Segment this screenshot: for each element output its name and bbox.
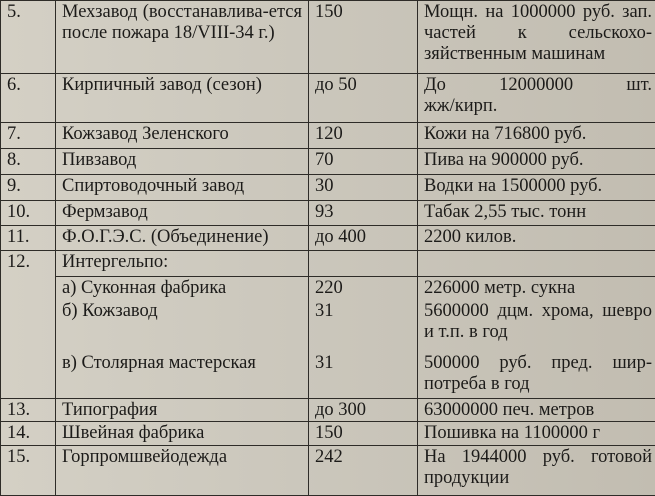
enterprise-name: Интергельпо: [56,251,309,276]
enterprise-name: б) Кожзавод [56,300,309,348]
row-number: 9. [1,175,56,201]
row-number [1,349,56,399]
table-row [1,74,655,122]
production-output: 226000 метр. сукна [418,276,655,300]
table-row [1,122,655,148]
enterprise-name: Фермзавод [56,201,309,226]
production-output: 2200 килов. [418,226,655,251]
worker-count [309,251,418,276]
enterprise-name: Швейная фабрика [56,422,309,445]
row-number: 14. [1,422,56,445]
row-number: 13. [1,399,56,422]
row-number: 11. [1,226,56,251]
worker-count: 150 [309,1,418,74]
enterprise-name: Ф.О.Г.Э.С. (Объединение) [56,226,309,251]
table-row [1,201,655,226]
worker-count: 31 [309,349,418,399]
row-number: 6. [1,74,56,122]
row-number: 15. [1,445,56,495]
table-row [1,1,655,74]
enterprise-name: Горпромшвейодежда [56,445,309,495]
worker-count: 150 [309,422,418,445]
production-output: 63000000 печ. метров [418,399,655,422]
production-output: 5600000 дцм. хрома, шевро и т.п. в год [418,300,655,348]
table-row [1,175,655,201]
table-row [1,300,655,348]
row-number: 7. [1,122,56,148]
enterprise-name: Пивзавод [56,148,309,174]
enterprise-name: Спиртоводочный завод [56,175,309,201]
production-output: Табак 2,55 тыс. тонн [418,201,655,226]
table-row [1,276,655,300]
table-row [1,148,655,174]
production-output [418,251,655,276]
worker-count: 31 [309,300,418,348]
row-number: 8. [1,148,56,174]
enterprise-name: Мехзавод (восстанавлива-ется после пожара 18/VIII-34 г.) [56,1,309,74]
table-row [1,251,655,276]
production-output: На 1944000 руб. готовой продукции [418,445,655,495]
enterprise-name: Кожзавод Зеленского [56,122,309,148]
worker-count: 70 [309,148,418,174]
production-output: Мощн. на 1000000 руб. зап. частей к сельскохо-зяйственным машинам [418,1,655,74]
worker-count: 93 [309,201,418,226]
worker-count: до 400 [309,226,418,251]
row-number: 5. [1,1,56,74]
row-number [1,276,56,300]
table-row [1,349,655,399]
worker-count: 220 [309,276,418,300]
enterprise-name: Типография [56,399,309,422]
table-row [1,445,655,495]
enterprise-name: Кирпичный завод (сезон) [56,74,309,122]
worker-count: 120 [309,122,418,148]
enterprise-name: в) Столярная мастерская [56,349,309,399]
enterprise-name: а) Суконная фабрика [56,276,309,300]
worker-count: до 300 [309,399,418,422]
row-number: 10. [1,201,56,226]
production-output: Пива на 900000 руб. [418,148,655,174]
worker-count: 30 [309,175,418,201]
production-output: До 12000000 шт. жж/кирп. [418,74,655,122]
worker-count: 242 [309,445,418,495]
production-output: 500000 руб. пред. шир-потреба в год [418,349,655,399]
table-row [1,399,655,422]
worker-count: до 50 [309,74,418,122]
row-number: 12. [1,251,56,276]
table-row [1,422,655,445]
row-number [1,300,56,348]
production-output: Кожи на 716800 руб. [418,122,655,148]
production-output: Пошивка на 1100000 г [418,422,655,445]
production-output: Водки на 1500000 руб. [418,175,655,201]
table-row [1,226,655,251]
